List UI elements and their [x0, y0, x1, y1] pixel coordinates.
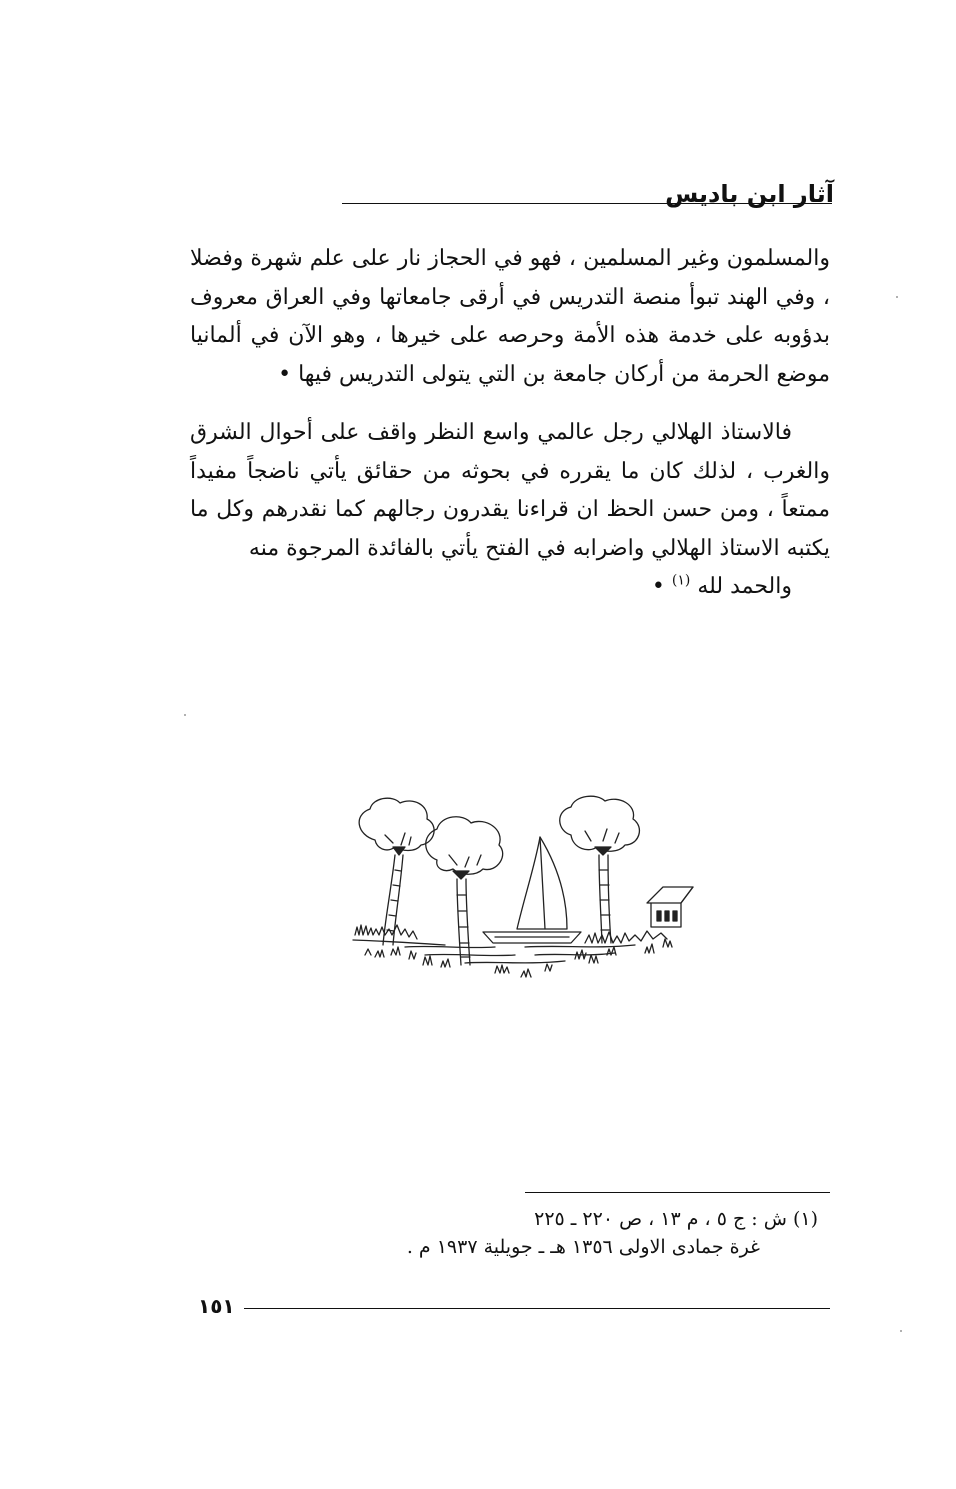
paragraph-2	[190, 414, 830, 607]
footnote-line-1: (١) ش : ج ٥ ، م ١٣ ، ص ٢٢٠ ـ ٢٢٥	[534, 1208, 818, 1230]
footnote-reference[interactable]: (١)	[671, 572, 691, 589]
footnote-separator	[525, 1192, 830, 1193]
palm-trees-sailboat-house-sketch-icon	[345, 795, 705, 995]
paragraph-2-text: فالاستاذ الهلالي رجل عالمي واسع النظر واقف على أحوال الشرق والغرب ، لذلك كان ما يقرره في بحوثه من حقائق يأتي ناضجاً مفيداً ممتعاً ، ومن حسن الحظ ان قراءنا يقدرون رجالهم كما نقدرهم وكل ما يكتبه الاستاذ الهلالي واضرابه في الفتح يأتي بالفائدة المرجوة منه	[190, 420, 830, 561]
end-mark: •	[651, 574, 665, 599]
closing-phrase: والحمد لله	[697, 574, 792, 599]
running-header-title: آثار ابن باديس	[665, 180, 834, 208]
page-number: ١٥١	[198, 1294, 235, 1318]
paragraph-1: والمسلمون وغير المسلمين ، فهو في الحجاز نار على علم شهرة وفضلا ، وفي الهند تبوأ منصة التدريس في أرقى جامعاتها وفي العراق معروف بدؤوبه على خدمة هذه الأمة وحرصه على خيرها ، وهو الآن في ألمانيا موضع الحرمة من أركان جامعة بن التي يتولى التدريس فيها •	[190, 246, 830, 387]
paragraph-2-closing-line	[190, 568, 830, 607]
footnote-line-2: غرة جمادى الاولى ١٣٥٦ هـ ـ جويلية ١٩٣٧ م .	[406, 1236, 760, 1258]
footer-rule	[244, 1308, 830, 1309]
header-rule	[342, 203, 832, 204]
footnote	[407, 1205, 818, 1261]
